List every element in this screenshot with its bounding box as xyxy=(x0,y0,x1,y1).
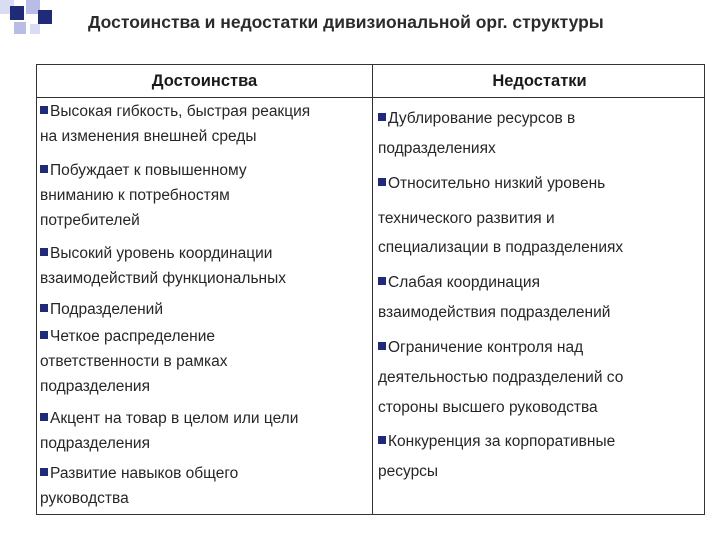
disadvantage-line: деятельностью подразделений со xyxy=(378,369,624,386)
advantage-line: на изменения внешней среды xyxy=(40,128,257,145)
advantage-line: подразделения xyxy=(40,378,150,395)
comparison-table xyxy=(36,64,705,515)
advantage-line: Высокая гибкость, быстрая реакция xyxy=(40,99,310,124)
advantage-line: Подразделений xyxy=(40,297,163,322)
advantage-item xyxy=(40,324,227,399)
disadvantage-line: технического развития и xyxy=(378,210,555,227)
disadvantage-line: ресурсы xyxy=(378,463,439,480)
bullet-square-icon xyxy=(40,304,48,312)
bullet-square-icon xyxy=(378,436,386,444)
advantage-line: руководства xyxy=(40,490,129,507)
advantages-header: Достоинства xyxy=(151,72,258,90)
advantage-item xyxy=(40,99,310,149)
disadvantages-header: Недостатки xyxy=(492,72,587,90)
bullet-square-icon xyxy=(40,248,48,256)
bullet-square-icon xyxy=(40,468,48,476)
advantage-line: Четкое распределение xyxy=(40,324,227,349)
advantage-line: подразделения xyxy=(40,435,150,452)
disadvantage-line: Относительно низкий уровень xyxy=(378,171,605,196)
bullet-square-icon xyxy=(40,165,48,173)
advantage-line: взаимодействий функциональных xyxy=(40,270,286,287)
advantage-line: вниманию к потребностям xyxy=(40,187,230,204)
advantage-line: Акцент на товар в целом или цели xyxy=(40,406,298,431)
decorative-squares-logo xyxy=(0,0,56,40)
advantage-item xyxy=(40,461,238,511)
disadvantage-line: Конкуренция за корпоративные xyxy=(378,429,615,454)
advantage-line: Высокий уровень координации xyxy=(40,241,286,266)
bullet-square-icon xyxy=(378,342,386,350)
disadvantage-line: взаимодействия подразделений xyxy=(378,304,611,321)
bullet-square-icon xyxy=(378,277,386,285)
disadvantage-line: Ограничение контроля над xyxy=(378,335,583,360)
bullet-square-icon xyxy=(40,413,48,421)
page-title: Достоинства и недостатки дивизиональной орг. структуры xyxy=(88,12,604,32)
column-divider xyxy=(372,65,373,514)
advantage-line: ответственности в рамках xyxy=(40,353,228,370)
bullet-square-icon xyxy=(40,331,48,339)
disadvantage-line: Слабая координация xyxy=(378,270,540,295)
disadvantage-line: Дублирование ресурсов в xyxy=(378,106,575,131)
advantage-item xyxy=(40,158,247,233)
disadvantage-line: специализации в подразделениях xyxy=(378,239,624,256)
advantage-item xyxy=(40,406,298,456)
bullet-square-icon xyxy=(378,113,386,121)
advantage-line: потребителей xyxy=(40,212,140,229)
bullet-square-icon xyxy=(378,178,386,186)
advantage-item xyxy=(40,241,286,291)
bullet-square-icon xyxy=(40,106,48,114)
advantage-item xyxy=(40,297,163,322)
disadvantage-line: стороны высшего руководства xyxy=(378,399,598,416)
disadvantage-line: подразделениях xyxy=(378,140,496,157)
header-divider xyxy=(37,97,704,98)
advantage-line: Развитие навыков общего xyxy=(40,461,238,486)
advantage-line: Побуждает к повышенному xyxy=(40,158,247,183)
